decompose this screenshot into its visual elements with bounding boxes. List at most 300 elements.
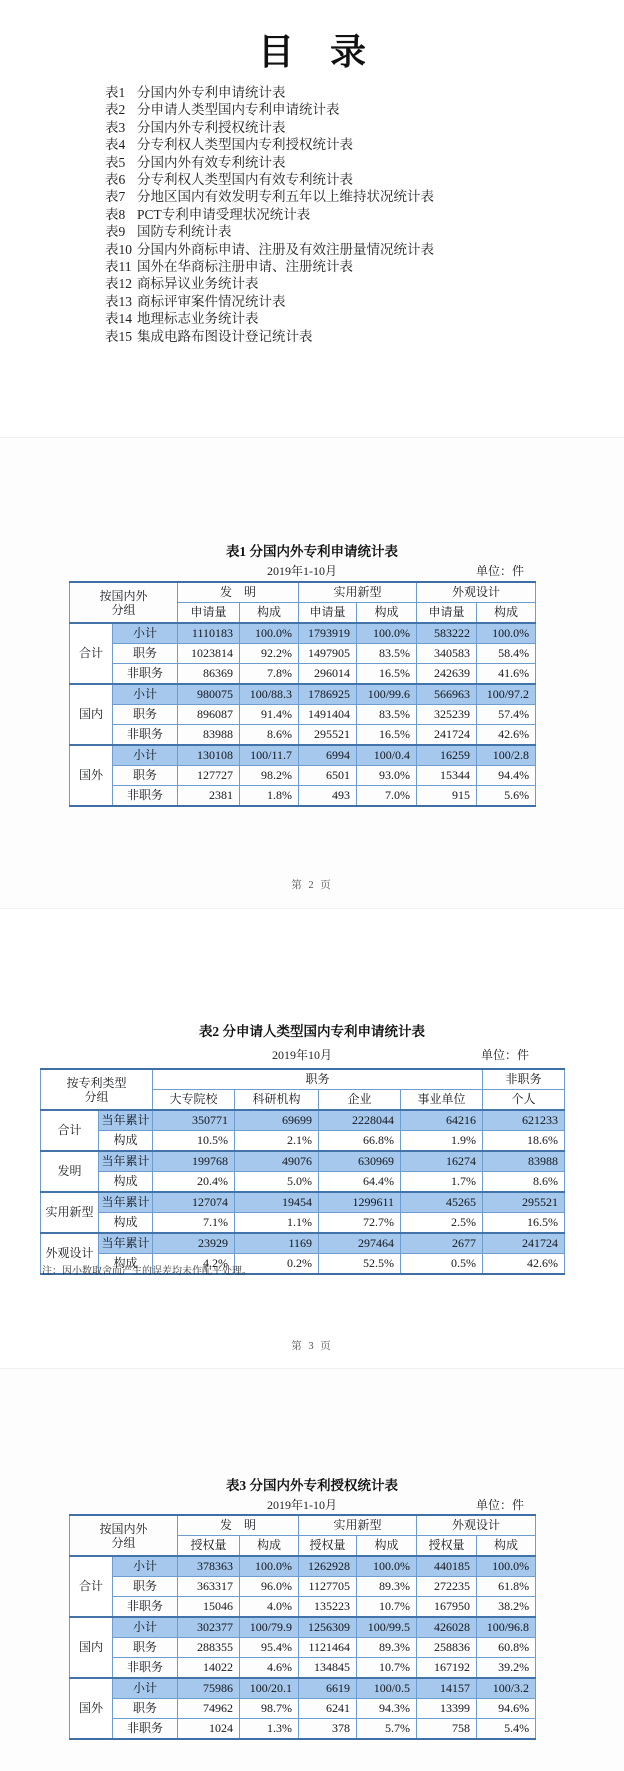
value-cell: 6619 <box>299 1678 357 1699</box>
value-cell: 1299611 <box>319 1192 401 1213</box>
row-label-cell: 当年累计 <box>99 1192 153 1213</box>
value-cell: 272235 <box>417 1577 477 1597</box>
row-label-cell: 当年累计 <box>99 1110 153 1131</box>
value-cell: 2.1% <box>235 1131 319 1152</box>
row-label-cell: 职务 <box>113 644 178 664</box>
row-label-cell: 小计 <box>113 1556 178 1577</box>
group-label-cell: 合计 <box>70 623 113 684</box>
sub-column-header: 事业单位 <box>401 1090 483 1111</box>
table2-unit-label: 单位：件 <box>480 1048 529 1062</box>
sub-column-header: 构成 <box>240 603 299 624</box>
table-row <box>41 1192 565 1213</box>
value-cell: 297464 <box>319 1233 401 1254</box>
value-cell: 98.2% <box>240 766 299 786</box>
value-cell: 2.5% <box>401 1213 483 1234</box>
toc-item <box>105 119 434 136</box>
value-cell: 135223 <box>299 1597 357 1618</box>
value-cell: 42.6% <box>483 1254 565 1275</box>
toc-list <box>105 84 434 345</box>
group-label-cell: 合计 <box>70 1556 113 1617</box>
value-cell: 19454 <box>235 1192 319 1213</box>
toc-item <box>105 275 434 292</box>
sub-column-header: 大专院校 <box>153 1090 235 1111</box>
value-cell: 1.7% <box>401 1172 483 1193</box>
table2-note: 注：因小数取舍而产生的误差均未作配平处理。 <box>42 1266 252 1277</box>
table1-unit-label: 单位：件 <box>475 564 524 578</box>
toc-item-title: 商标评审案件情况统计表 <box>137 293 286 309</box>
row-label-cell: 当年累计 <box>99 1151 153 1172</box>
table-row <box>70 644 536 664</box>
table1-period: 2019年1-10月 <box>267 564 337 578</box>
value-cell: 16.5% <box>483 1213 565 1234</box>
value-cell: 94.4% <box>477 766 536 786</box>
table2-title: 表2 分申请人类型国内专利申请统计表 <box>198 1024 426 1039</box>
column-group-header: 职务 <box>153 1069 483 1090</box>
toc-item-title: 分专利权人类型国内专利授权统计表 <box>137 137 353 153</box>
toc-item-number: 表3 <box>105 119 126 135</box>
value-cell: 16.5% <box>357 664 417 685</box>
value-cell: 127727 <box>178 766 240 786</box>
value-cell: 100/88.3 <box>240 684 299 705</box>
value-cell: 42.6% <box>477 725 536 746</box>
value-cell: 100/11.7 <box>240 745 299 766</box>
value-cell: 378363 <box>178 1556 240 1577</box>
sub-column-header: 申请量 <box>417 603 477 624</box>
value-cell: 630969 <box>319 1151 401 1172</box>
header-row <box>41 1069 565 1090</box>
sub-column-header: 构成 <box>477 1536 536 1557</box>
value-cell: 15046 <box>178 1597 240 1618</box>
value-cell: 38.2% <box>477 1597 536 1618</box>
corner-line-2: 分组 <box>84 1089 109 1104</box>
value-cell: 758 <box>417 1719 477 1740</box>
value-cell: 1256309 <box>299 1617 357 1638</box>
header-row <box>70 1515 536 1536</box>
column-group-header: 发 明 <box>178 1515 299 1536</box>
row-label-cell: 当年累计 <box>99 1233 153 1254</box>
group-label-cell: 国外 <box>70 1678 113 1739</box>
toc-item-number: 表14 <box>105 311 132 327</box>
page-footer-2: 第 2 页 <box>291 880 333 891</box>
toc-item-title: 国外在华商标注册申请、注册统计表 <box>137 259 353 275</box>
value-cell: 100.0% <box>477 1556 536 1577</box>
row-label-cell: 职务 <box>113 705 178 725</box>
value-cell: 49076 <box>235 1151 319 1172</box>
value-cell: 915 <box>417 786 477 807</box>
value-cell: 0.2% <box>235 1254 319 1275</box>
group-label-cell: 国外 <box>70 745 113 806</box>
value-cell: 83988 <box>178 725 240 746</box>
page-footer-3: 第 3 页 <box>291 1341 333 1352</box>
value-cell: 7.8% <box>240 664 299 685</box>
table-row <box>41 1213 565 1234</box>
row-label-cell: 小计 <box>113 684 178 705</box>
value-cell: 64.4% <box>319 1172 401 1193</box>
table3-period: 2019年1-10月 <box>267 1498 337 1512</box>
column-group-header: 发 明 <box>178 582 299 603</box>
toc-item-number: 表13 <box>105 293 132 309</box>
table-row <box>70 1556 536 1577</box>
table-row <box>41 1233 565 1254</box>
row-label-cell: 职务 <box>113 766 178 786</box>
row-label-cell: 职务 <box>113 1638 178 1658</box>
column-group-header: 实用新型 <box>299 1515 417 1536</box>
table-row <box>70 684 536 705</box>
value-cell: 2677 <box>401 1233 483 1254</box>
toc-item-title: 分国内外商标申请、注册及有效注册量情况统计表 <box>137 241 434 257</box>
toc-item-title: PCT专利申请受理状况统计表 <box>137 206 311 222</box>
value-cell: 20.4% <box>153 1172 235 1193</box>
value-cell: 94.6% <box>477 1699 536 1719</box>
toc-item-number: 表10 <box>105 241 132 257</box>
value-cell: 6241 <box>299 1699 357 1719</box>
table-row <box>70 1699 536 1719</box>
toc-item <box>105 310 434 327</box>
corner-line-2: 分组 <box>111 602 136 617</box>
value-cell: 16259 <box>417 745 477 766</box>
value-cell: 98.7% <box>240 1699 299 1719</box>
value-cell: 94.3% <box>357 1699 417 1719</box>
value-cell: 60.8% <box>477 1638 536 1658</box>
value-cell: 96.0% <box>240 1577 299 1597</box>
table-row <box>70 1577 536 1597</box>
value-cell: 1793919 <box>299 623 357 644</box>
value-cell: 69699 <box>235 1110 319 1131</box>
value-cell: 10.5% <box>153 1131 235 1152</box>
value-cell: 6994 <box>299 745 357 766</box>
row-label-cell: 非职务 <box>113 725 178 746</box>
toc-item-title: 地理标志业务统计表 <box>137 311 259 327</box>
toc-item <box>105 206 434 223</box>
table-row <box>70 623 536 644</box>
row-label-cell: 小计 <box>113 623 178 644</box>
sub-column-header: 构成 <box>240 1536 299 1557</box>
value-cell: 566963 <box>417 684 477 705</box>
value-cell: 242639 <box>417 664 477 685</box>
toc-item-number: 表11 <box>105 259 132 275</box>
value-cell: 100.0% <box>240 1556 299 1577</box>
toc-item-title: 集成电路布图设计登记统计表 <box>137 328 313 344</box>
row-label-cell: 非职务 <box>113 1597 178 1618</box>
row-label-cell: 构成 <box>99 1213 153 1234</box>
toc-item-number: 表2 <box>105 102 126 118</box>
group-label-cell: 实用新型 <box>41 1192 99 1233</box>
toc-heading: 目 录 <box>257 32 366 72</box>
applicant-type-table <box>40 1068 565 1275</box>
value-cell: 167192 <box>417 1658 477 1679</box>
value-cell: 167950 <box>417 1597 477 1618</box>
corner-line-1: 按国内外 <box>99 1521 148 1536</box>
row-label-cell: 小计 <box>113 1617 178 1638</box>
value-cell: 100.0% <box>357 623 417 644</box>
toc-item <box>105 171 434 188</box>
table-row <box>70 1678 536 1699</box>
value-cell: 64216 <box>401 1110 483 1131</box>
table1-title: 表1 分国内外专利申请统计表 <box>225 544 399 559</box>
toc-item <box>105 223 434 240</box>
value-cell: 426028 <box>417 1617 477 1638</box>
value-cell: 2228044 <box>319 1110 401 1131</box>
row-label-cell: 非职务 <box>113 1658 178 1679</box>
toc-item-title: 分申请人类型国内专利申请统计表 <box>137 102 340 118</box>
toc-item <box>105 136 434 153</box>
table-row <box>41 1172 565 1193</box>
value-cell: 0.5% <box>401 1254 483 1275</box>
value-cell: 621233 <box>483 1110 565 1131</box>
table-row <box>70 745 536 766</box>
value-cell: 127074 <box>153 1192 235 1213</box>
value-cell: 10.7% <box>357 1597 417 1618</box>
value-cell: 1127705 <box>299 1577 357 1597</box>
value-cell: 199768 <box>153 1151 235 1172</box>
value-cell: 8.6% <box>483 1172 565 1193</box>
toc-item <box>105 154 434 171</box>
value-cell: 5.4% <box>477 1719 536 1740</box>
row-label-cell: 职务 <box>113 1577 178 1597</box>
value-cell: 1169 <box>235 1233 319 1254</box>
value-cell: 1.1% <box>235 1213 319 1234</box>
value-cell: 6501 <box>299 766 357 786</box>
toc-item-title: 分地区国内有效发明专利五年以上维持状况统计表 <box>137 189 434 205</box>
value-cell: 7.1% <box>153 1213 235 1234</box>
value-cell: 1110183 <box>178 623 240 644</box>
value-cell: 58.4% <box>477 644 536 664</box>
value-cell: 39.2% <box>477 1658 536 1679</box>
toc-item <box>105 84 434 101</box>
value-cell: 1786925 <box>299 684 357 705</box>
value-cell: 15344 <box>417 766 477 786</box>
value-cell: 66.8% <box>319 1131 401 1152</box>
table-row <box>70 1719 536 1740</box>
toc-item-title: 国防专利统计表 <box>137 224 232 240</box>
value-cell: 61.8% <box>477 1577 536 1597</box>
toc-item <box>105 101 434 118</box>
toc-item-title: 分国内外专利申请统计表 <box>137 85 286 100</box>
sub-column-header: 授权量 <box>178 1536 240 1557</box>
row-label-cell: 非职务 <box>113 664 178 685</box>
value-cell: 100/3.2 <box>477 1678 536 1699</box>
row-label-cell: 小计 <box>113 1678 178 1699</box>
table2-period: 2019年10月 <box>271 1048 332 1062</box>
value-cell: 258836 <box>417 1638 477 1658</box>
value-cell: 83988 <box>483 1151 565 1172</box>
value-cell: 1491404 <box>299 705 357 725</box>
toc-item-number: 表15 <box>105 328 132 344</box>
value-cell: 378 <box>299 1719 357 1740</box>
sub-column-header: 授权量 <box>299 1536 357 1557</box>
group-label-cell: 发明 <box>41 1151 99 1192</box>
toc-item-title: 商标异议业务统计表 <box>137 276 259 292</box>
value-cell: 5.7% <box>357 1719 417 1740</box>
value-cell: 13399 <box>417 1699 477 1719</box>
group-label-cell: 国内 <box>70 1617 113 1678</box>
toc-item-number: 表4 <box>105 137 126 153</box>
toc-item <box>105 258 434 275</box>
corner-line-1: 按国内外 <box>99 588 148 603</box>
value-cell: 980075 <box>178 684 240 705</box>
value-cell: 100/20.1 <box>240 1678 299 1699</box>
table3-title: 表3 分国内外专利授权统计表 <box>225 1478 399 1493</box>
column-group-header: 非职务 <box>483 1069 565 1090</box>
value-cell: 7.0% <box>357 786 417 807</box>
column-group-header: 外观设计 <box>417 582 536 603</box>
table-row <box>70 1617 536 1638</box>
value-cell: 52.5% <box>319 1254 401 1275</box>
value-cell: 74962 <box>178 1699 240 1719</box>
value-cell: 83.5% <box>357 705 417 725</box>
value-cell: 296014 <box>299 664 357 685</box>
table-corner-label <box>41 1069 153 1110</box>
value-cell: 100.0% <box>477 623 536 644</box>
row-label-cell: 非职务 <box>113 1719 178 1740</box>
value-cell: 100/96.8 <box>477 1617 536 1638</box>
table-corner-label <box>70 582 178 623</box>
value-cell: 1.8% <box>240 786 299 807</box>
table-row <box>70 705 536 725</box>
column-group-header: 外观设计 <box>417 1515 536 1536</box>
value-cell: 57.4% <box>477 705 536 725</box>
value-cell: 23929 <box>153 1233 235 1254</box>
toc-item <box>105 241 434 258</box>
table-row <box>70 725 536 746</box>
group-label-cell: 国内 <box>70 684 113 745</box>
value-cell: 92.2% <box>240 644 299 664</box>
sub-column-header: 申请量 <box>299 603 357 624</box>
value-cell: 100/97.2 <box>477 684 536 705</box>
sub-column-header: 授权量 <box>417 1536 477 1557</box>
value-cell: 8.6% <box>240 725 299 746</box>
value-cell: 5.0% <box>235 1172 319 1193</box>
toc-item-title: 分专利权人类型国内有效专利统计表 <box>137 172 353 188</box>
value-cell: 100/0.4 <box>357 745 417 766</box>
value-cell: 5.6% <box>477 786 536 807</box>
value-cell: 100/99.5 <box>357 1617 417 1638</box>
value-cell: 2381 <box>178 786 240 807</box>
value-cell: 45265 <box>401 1192 483 1213</box>
value-cell: 583222 <box>417 623 477 644</box>
toc-item <box>105 188 434 205</box>
value-cell: 241724 <box>417 725 477 746</box>
table3-unit-label: 单位：件 <box>475 1498 524 1512</box>
value-cell: 72.7% <box>319 1213 401 1234</box>
patent-application-table <box>69 581 536 807</box>
value-cell: 350771 <box>153 1110 235 1131</box>
row-label-cell: 构成 <box>99 1254 153 1275</box>
table-row <box>70 786 536 807</box>
value-cell: 241724 <box>483 1233 565 1254</box>
value-cell: 100/2.8 <box>477 745 536 766</box>
value-cell: 340583 <box>417 644 477 664</box>
row-label-cell: 构成 <box>99 1131 153 1152</box>
value-cell: 100.0% <box>240 623 299 644</box>
toc-item-title: 分国内外专利授权统计表 <box>137 119 286 135</box>
toc-item-number: 表5 <box>105 154 126 170</box>
value-cell: 100.0% <box>357 1556 417 1577</box>
table-row <box>70 664 536 685</box>
value-cell: 4.2% <box>153 1254 235 1275</box>
value-cell: 83.5% <box>357 644 417 664</box>
value-cell: 93.0% <box>357 766 417 786</box>
value-cell: 10.7% <box>357 1658 417 1679</box>
value-cell: 896087 <box>178 705 240 725</box>
sub-column-header: 企业 <box>319 1090 401 1111</box>
table-row <box>41 1110 565 1131</box>
value-cell: 100/79.9 <box>240 1617 299 1638</box>
value-cell: 440185 <box>417 1556 477 1577</box>
value-cell: 302377 <box>178 1617 240 1638</box>
value-cell: 91.4% <box>240 705 299 725</box>
value-cell: 4.0% <box>240 1597 299 1618</box>
table-row <box>70 1658 536 1679</box>
value-cell: 134845 <box>299 1658 357 1679</box>
row-label-cell: 构成 <box>99 1172 153 1193</box>
value-cell: 493 <box>299 786 357 807</box>
corner-line-2: 分组 <box>111 1535 136 1550</box>
row-label-cell: 职务 <box>113 1699 178 1719</box>
toc-item-number: 表7 <box>105 189 126 205</box>
toc-item-number: 表8 <box>105 206 126 222</box>
value-cell: 1262928 <box>299 1556 357 1577</box>
value-cell: 18.6% <box>483 1131 565 1152</box>
toc-item-number: 表1 <box>105 85 126 100</box>
column-group-header: 实用新型 <box>299 582 417 603</box>
sub-column-header: 构成 <box>357 603 417 624</box>
patent-grant-table <box>69 1514 536 1740</box>
table-row <box>70 1597 536 1618</box>
value-cell: 130108 <box>178 745 240 766</box>
toc-item-number: 表6 <box>105 172 126 188</box>
table-row <box>41 1151 565 1172</box>
value-cell: 100/0.5 <box>357 1678 417 1699</box>
value-cell: 16274 <box>401 1151 483 1172</box>
toc-item <box>105 293 434 310</box>
value-cell: 1497905 <box>299 644 357 664</box>
value-cell: 325239 <box>417 705 477 725</box>
sub-column-header: 科研机构 <box>235 1090 319 1111</box>
sub-column-header: 个人 <box>483 1090 565 1111</box>
value-cell: 41.6% <box>477 664 536 685</box>
value-cell: 86369 <box>178 664 240 685</box>
value-cell: 89.3% <box>357 1638 417 1658</box>
value-cell: 95.4% <box>240 1638 299 1658</box>
value-cell: 1.9% <box>401 1131 483 1152</box>
row-label-cell: 非职务 <box>113 786 178 807</box>
toc-item-number: 表12 <box>105 276 132 292</box>
value-cell: 16.5% <box>357 725 417 746</box>
table-row <box>41 1131 565 1152</box>
value-cell: 75986 <box>178 1678 240 1699</box>
table-row <box>70 766 536 786</box>
table-corner-label <box>70 1515 178 1556</box>
sub-column-header: 构成 <box>357 1536 417 1557</box>
sub-column-header: 申请量 <box>178 603 240 624</box>
value-cell: 100/99.6 <box>357 684 417 705</box>
value-cell: 1023814 <box>178 644 240 664</box>
group-label-cell: 合计 <box>41 1110 99 1151</box>
value-cell: 295521 <box>299 725 357 746</box>
value-cell: 14022 <box>178 1658 240 1679</box>
value-cell: 363317 <box>178 1577 240 1597</box>
value-cell: 1.3% <box>240 1719 299 1740</box>
value-cell: 89.3% <box>357 1577 417 1597</box>
toc-item-title: 分国内外有效专利统计表 <box>137 154 286 170</box>
toc-item-number: 表9 <box>105 224 126 240</box>
row-label-cell: 小计 <box>113 745 178 766</box>
group-label-cell: 外观设计 <box>41 1233 99 1274</box>
toc-item <box>105 328 434 345</box>
corner-line-1: 按专利类型 <box>66 1075 127 1090</box>
value-cell: 1121464 <box>299 1638 357 1658</box>
